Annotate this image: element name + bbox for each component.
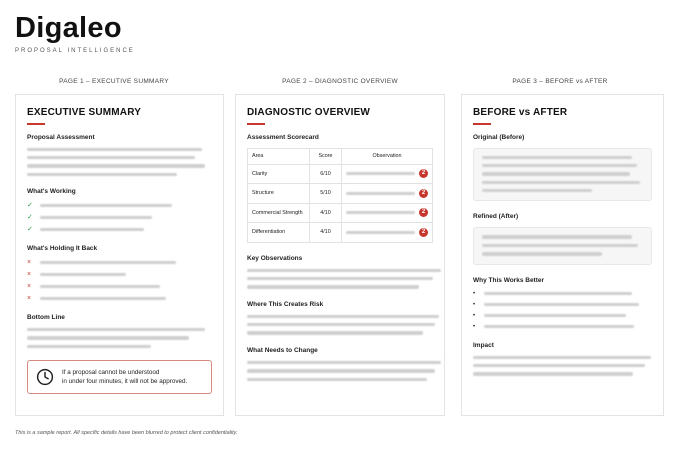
flag-badge: 2 [419,189,428,198]
redacted-line [247,369,435,372]
redacted-line [346,192,415,195]
redacted-line [27,328,205,331]
callout-line-1: If a proposal cannot be understood [62,369,160,377]
redacted-line [247,269,441,272]
observation-cell [342,184,433,204]
score-cell: 4/10 [310,223,342,243]
redacted-line [346,211,415,214]
list-item [27,295,212,302]
redacted-line [40,285,160,288]
card-title: BEFORE vs AFTER [473,107,568,118]
accent-rule [473,123,491,125]
flag-badge: 2 [419,228,428,237]
key-message-callout [27,360,212,394]
redacted-line [482,181,640,184]
observation-cell [342,223,433,243]
cross-icon: × [27,259,32,267]
section-heading-change: What Needs to Change [247,346,318,354]
bullet-icon: • [473,312,476,319]
cross-icon: × [27,271,32,279]
brand-logo-text: Digaleo [15,12,122,44]
redacted-line [484,292,632,295]
redacted-line [346,231,415,234]
confidentiality-note: This is a sample report. All specific details have been blurred to protect client confidentiality. [15,430,238,436]
redacted-line [484,303,639,306]
section-heading-impact: Impact [473,341,494,349]
redacted-line [40,216,152,219]
column-header-observation: Observation [342,148,433,164]
section-heading-risk: Where This Creates Risk [247,300,324,308]
before-after-card [461,94,664,416]
column-header-area: Area [248,148,310,164]
score-cell: 5/10 [310,184,342,204]
observation-cell [342,164,433,184]
card-title: DIAGNOSTIC OVERVIEW [247,107,371,118]
redacted-line [27,345,151,348]
redacted-line [27,164,205,167]
redacted-line [346,172,415,175]
redacted-line [247,323,435,326]
section-heading-assessment: Proposal Assessment [27,133,95,141]
table-row [248,203,433,223]
page-label-3: PAGE 3 – BEFORE vs AFTER [512,78,608,85]
redacted-line [40,204,172,207]
brand-header [15,12,135,54]
observation-cell [342,203,433,223]
check-icon: ✓ [27,214,33,222]
section-heading-scorecard: Assessment Scorecard [247,133,319,141]
scorecard-table [247,148,433,243]
list-item [27,202,212,209]
score-cell: 6/10 [310,164,342,184]
diagnostic-overview-card [235,94,445,416]
redacted-line [27,148,202,151]
redacted-line [27,173,177,176]
bullet-icon: • [473,301,476,308]
redacted-line [482,235,632,238]
redacted-line [40,273,126,276]
original-text-box [473,148,652,202]
list-item [27,226,212,233]
redacted-line [40,228,144,231]
redacted-line [482,164,637,167]
redacted-line [484,325,634,328]
table-row [248,184,433,204]
redacted-line [247,378,427,381]
redacted-line [482,244,638,247]
redacted-line [484,314,626,317]
section-heading-key-observations: Key Observations [247,254,303,262]
redacted-line [40,297,166,300]
redacted-line [247,361,441,364]
section-heading-working: What's Working [27,188,76,196]
list-item [473,324,652,330]
redacted-line [247,315,439,318]
redacted-line [247,277,433,280]
area-cell: Differentiation [248,223,310,243]
area-cell: Clarity [248,164,310,184]
list-item [27,214,212,221]
check-icon: ✓ [27,202,33,210]
cross-icon: × [27,283,32,291]
table-row [248,164,433,184]
redacted-line [482,156,632,159]
check-icon: ✓ [27,226,33,234]
redacted-line [473,372,633,375]
list-item [27,271,212,278]
column-header-score: Score [310,148,342,164]
clock-icon [36,368,54,386]
redacted-line [482,172,630,175]
area-cell: Structure [248,184,310,204]
callout-line-2: in under four minutes, it will not be approved. [62,378,188,386]
list-item [473,302,652,308]
redacted-line [27,336,189,339]
section-heading-refined: Refined (After) [473,213,519,221]
redacted-line [40,261,176,264]
list-item [473,291,652,297]
callout-text [62,368,187,386]
card-title: EXECUTIVE SUMMARY [27,107,142,118]
table-row [248,223,433,243]
section-heading-why: Why This Works Better [473,276,545,284]
redacted-line [247,285,419,288]
redacted-line [482,189,592,192]
redacted-line [473,364,645,367]
list-item [27,283,212,290]
flag-badge: 2 [419,208,428,217]
bullet-icon: • [473,323,476,330]
brand-tagline: PROPOSAL INTELLIGENCE [15,48,135,54]
list-item [473,313,652,319]
redacted-line [473,356,651,359]
section-heading-original: Original (Before) [473,133,525,141]
list-item [27,259,212,266]
section-heading-holding: What's Holding It Back [27,245,98,253]
page-label-1: PAGE 1 – EXECUTIVE SUMMARY [59,78,169,85]
section-heading-bottom-line: Bottom Line [27,314,65,322]
bullet-icon: • [473,290,476,297]
executive-summary-card [15,94,224,416]
page-label-2: PAGE 2 – DIAGNOSTIC OVERVIEW [282,78,398,85]
redacted-line [247,331,423,334]
redacted-line [482,252,602,255]
accent-rule [27,123,45,125]
refined-text-box [473,227,652,264]
table-header-row [248,148,433,164]
accent-rule [247,123,265,125]
flag-badge: 2 [419,169,428,178]
score-cell: 4/10 [310,203,342,223]
redacted-line [27,156,195,159]
cross-icon: × [27,295,32,303]
area-cell: Commercial Strength [248,203,310,223]
